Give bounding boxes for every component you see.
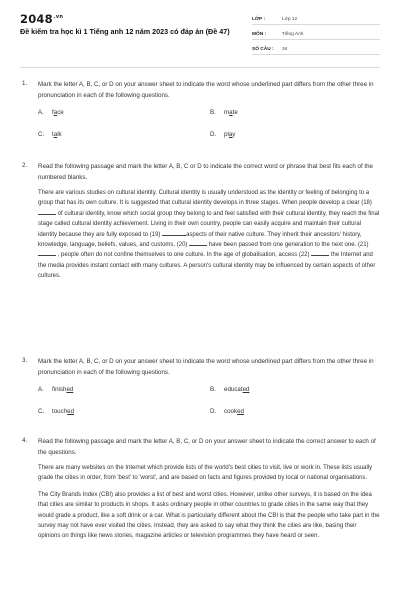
reading-passage [38,188,380,282]
meta-row-class: LỚP : Lớp 12 [252,14,380,25]
meta-row-question-count: SỐ CÂU : 34 [252,44,380,55]
blank-20 [189,240,207,246]
option-d[interactable]: D. play [210,131,236,138]
option-a[interactable]: A. finished [38,386,74,393]
question-number: 2. [22,162,28,169]
answer-options [38,109,380,149]
passage-paragraph: The City Brands Index (CBI) also provides a list of best and worst cities. However, unlike other surveys, it is based on the idea that cities are similar to products in shops. It asks ordinary people in other countries to grade cities in the same way that they would grade a product, like a soft drink or a car. What is particularly different about the CBI is that the people who take part in the survey may not have ever visited the cities. Instead, they are asked to say what they think the cities are like, basing their opinions on things like news stories, magazine articles or television programmes they have heard or seen. [38,491,380,540]
question-prompt: Mark the letter A, B, C, or D on your answer sheet to indicate the word whose underlined part differs from the other three in pronunciation in each of the following questions. [38,358,374,376]
blank-22 [311,250,329,256]
question-4 [22,437,380,548]
blank-18 [38,209,56,215]
site-logo[interactable]: $2048^{.vn}$ [20,12,64,26]
meta-info [252,14,380,59]
question-prompt: Read the following passage and mark the letter A, B, C or D to indicate the correct word or phrase that best fits each of the numbered blanks. [38,163,373,181]
question-2 [22,162,380,288]
question-prompt: Mark the letter A, B, C, or D on your answer sheet to indicate the word whose underlined part differs from the other three in pronunciation in each of the following questions. [38,81,374,99]
page-header [0,0,400,66]
reading-passage [38,463,380,542]
blank-19 [162,230,186,236]
blank-21 [38,250,56,256]
passage-paragraph: There are many websites on the Internet which provide lists of the world's best cities to visit, live or work in. These lists usually grade the cities in order, from 'best' to 'worst', and are based on facts and figures provided by local or national organisations. [38,465,373,482]
question-number: 4. [22,437,28,444]
question-number: 1. [22,80,28,87]
passage-paragraph: There are various studies on cultural identity. Cultural identity is usually understood as the identity or feeling of belonging to a group that has its own culture. It is suggested that cultural identity develops in three stages. When people develop a clear (18) of cultural identity, know which social group they belong to and feel satisfied with their cultural identity, they reach the final stage called cultural identity achievement. Living in their own country, people can easily acquire and maintain their cultural identity because they are fully exposed to (19) aspects of their native culture. They inherit their ancestors' history, knowledge, language, beliefs, values, and customs, (20) have been passed from one generation to the next one. (21) , people often do not confine themselves to one culture. In the age of globalisation, access (22) the Internet and the media provides instant contact with many cultures. A person's cultural identity may be influenced by certain aspects of other cultures. [38,190,380,280]
header-divider [20,67,380,68]
option-c[interactable]: C. touched [38,408,75,415]
option-b[interactable]: B. educated [210,386,250,393]
question-3 [22,357,380,426]
meta-row-subject: MÔN : Tiếng Anh [252,29,380,40]
option-a[interactable]: A. face [38,109,64,116]
question-number: 3. [22,357,28,364]
option-c[interactable]: C. talk [38,131,62,138]
option-b[interactable]: B. mate [210,109,238,116]
document-title: Đề kiểm tra học kì 1 Tiếng anh 12 năm 2023 có đáp án (Đề 47) [20,27,230,36]
answer-options [38,386,380,426]
question-prompt: Read the following passage and mark the letter A, B, C, or D on your answer sheet to indicate the correct answer to each of the questions. [38,438,376,456]
question-1 [22,80,380,149]
option-d[interactable]: D. cooked [210,408,244,415]
